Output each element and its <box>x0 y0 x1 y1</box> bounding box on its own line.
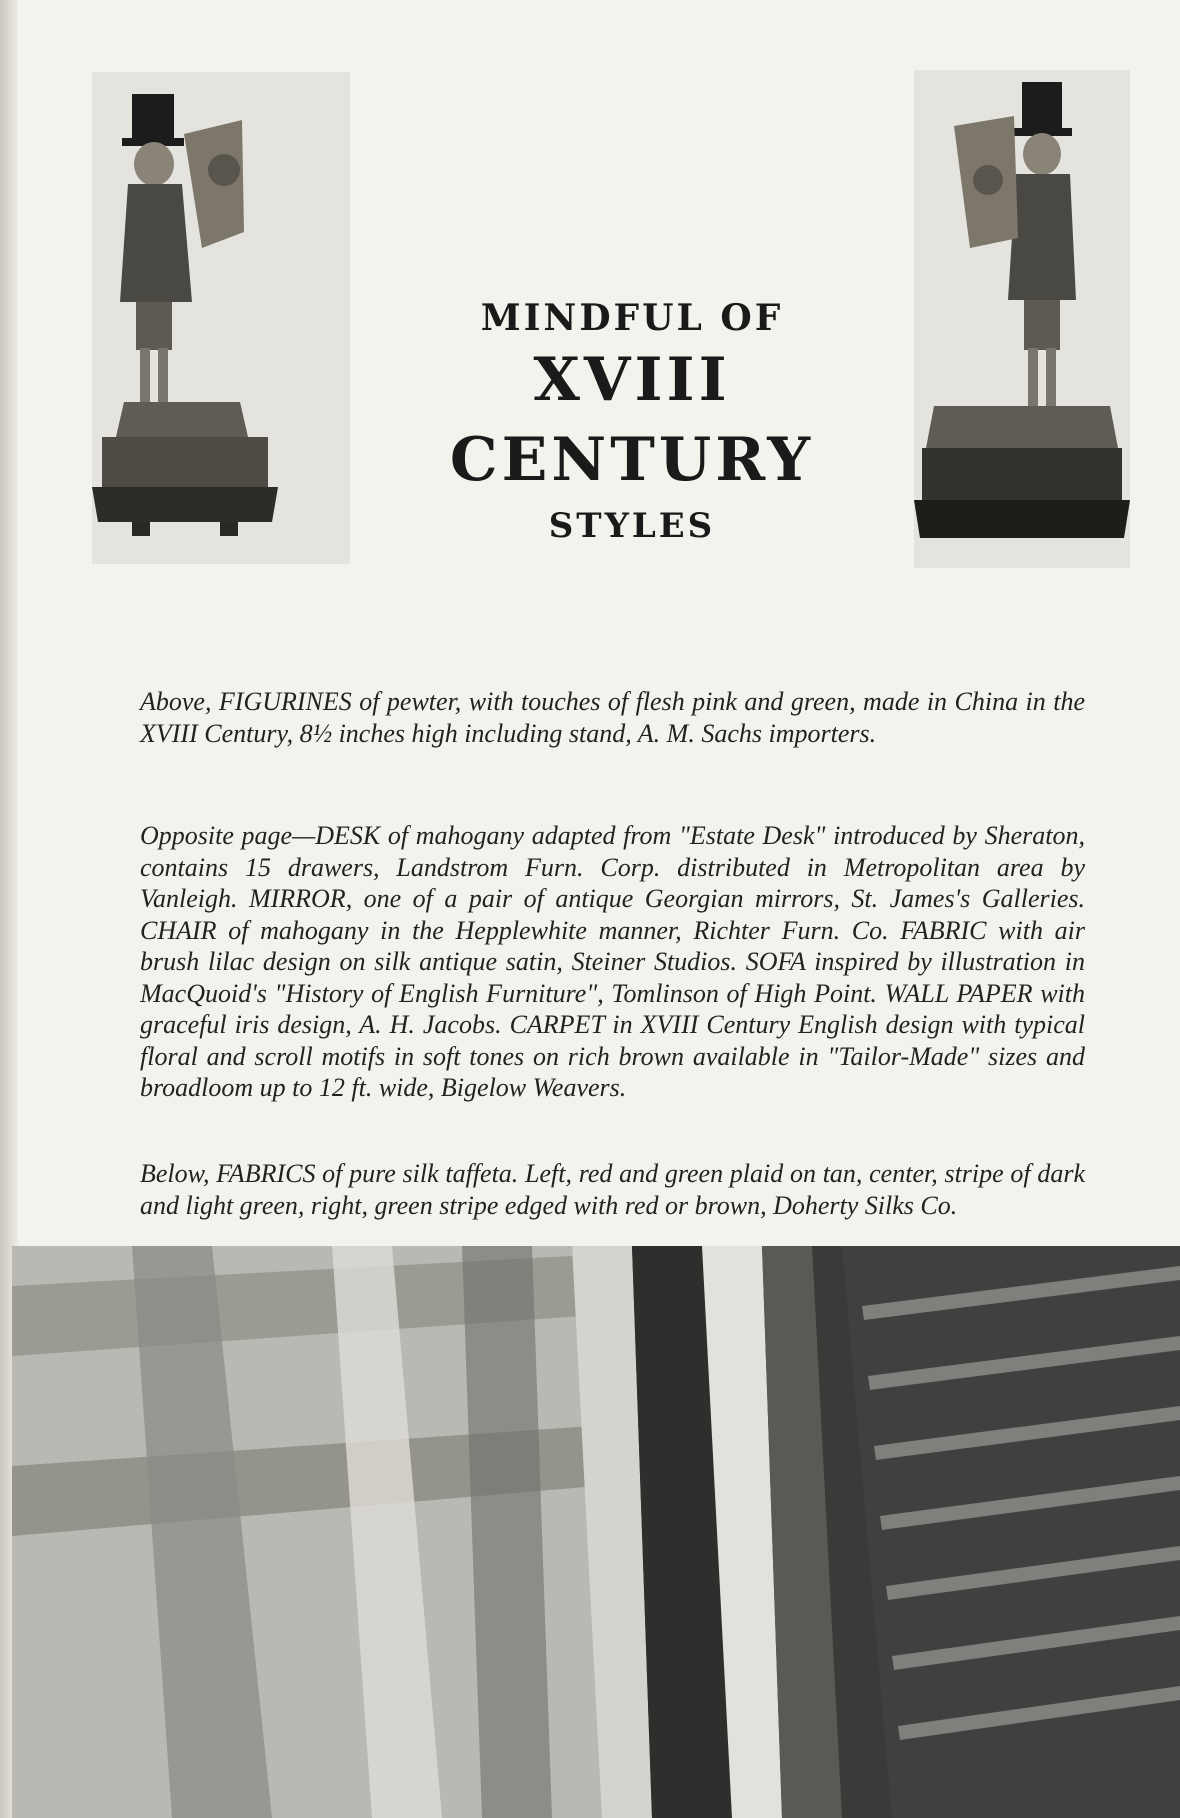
caption-opposite-page: Opposite page—DESK of mahogany adapted from "Estate Desk" introduced by Sheraton, contains 15 drawers, Landstrom Furn. Corp. distributed in Metropolitan area by Vanleigh. MIRROR, one of a pair of antique Georgian mirrors, St. James's Galleries. CHAIR of mahogany in the Hepplewhite manner, Richter Furn. Co. FABRIC with air brush lilac design on silk antique satin, Steiner Studios. SOFA inspired by illustration in MacQuoid's "History of English Furniture", Tomlinson of High Point. WALL PAPER with graceful iris design, A. H. Jacobs. CARPET in XVIII Century English design with typical floral and scroll motifs in soft tones on rich brown available in "Tailor-Made" sizes and broadloom up to 12 ft. wide, Bigelow Weavers. <box>140 821 1085 1102</box>
article-title <box>350 296 914 552</box>
title-line-1: MINDFUL OF <box>480 297 784 339</box>
caption-figurines: Above, FIGURINES of pewter, with touches of flesh pink and green, made in China in the XVIII Century, 8½ inches high including stand, A. M. Sachs importers. <box>140 687 1085 748</box>
title-line-2: XVIII CENTURY <box>449 345 815 495</box>
title-line-3: STYLES <box>548 506 716 546</box>
figurine-photo-left <box>92 72 350 564</box>
figurine-photo-right <box>914 70 1130 568</box>
caption-fabrics: Below, FABRICS of pure silk taffeta. Left, red and green plaid on tan, center, stripe of dark and light green, right, green stripe edged with red or brown, Doherty Silks Co. <box>140 1159 1085 1220</box>
fabric-swatches-photo <box>12 1246 1180 1818</box>
